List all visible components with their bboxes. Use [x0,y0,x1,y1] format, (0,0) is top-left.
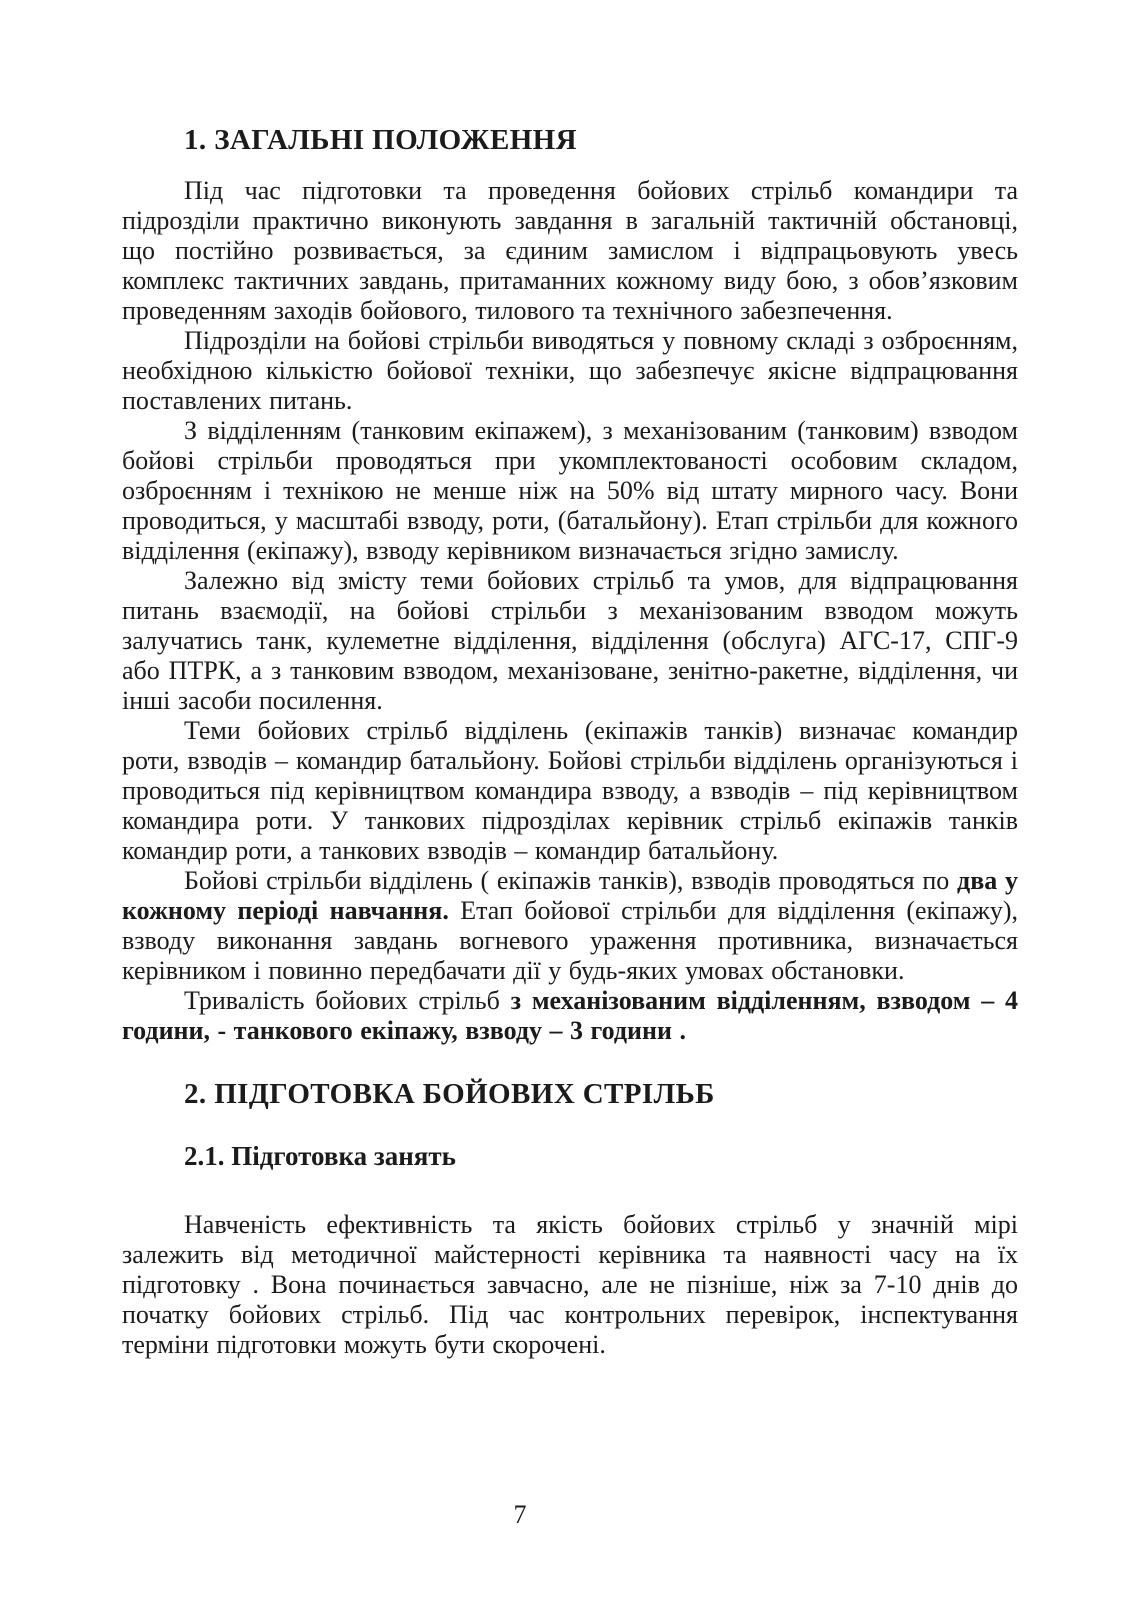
subsection-2-1-heading: 2.1. Підготовка занять [184,1141,456,1171]
paragraph [122,566,1018,716]
text-run: Тривалість бойових стрільб [184,986,511,1015]
text-run: Етап бойової стрільби для відділення (екіпажу), взводу виконання завдань вогневого ураження противника, визначається керівником і повинно передбачати дії у будь-яких умовах обстановки. [122,896,1018,985]
paragraph [122,326,1018,416]
text-run: Підрозділи на бойові стрільби виводяться у повному складі з озброєнням, необхідною кількістю бойової техніки, що забезпечує якісне відпрацювання поставлених питань. [122,326,1018,415]
section-1-heading: 1. ЗАГАЛЬНІ ПОЛОЖЕННЯ [184,124,577,156]
text-run: з механізованим відділенням, взводом – 4 години, - танкового екіпажу, взводу – 3 години . [122,986,1018,1045]
paragraph [122,1210,1018,1360]
page-content [122,124,1018,1360]
paragraph [122,866,1018,986]
page-number: 7 [513,1500,527,1529]
text-run: Під час підготовки та проведення бойових стрільб командири та підрозділи практично виконують завдання в загальній тактичній обстановці, що постійно розвивається, за єдиним замислом і відпрацьовують увесь комплекс тактичних завдань, притаманних кожному виду бою, з обов’язковим проведенням заходів бойового, тилового та технічного забезпечення. [122,176,1018,325]
paragraph [122,986,1018,1046]
text-run: Навченість ефективність та якість бойових стрільб у значній мірі залежить від методичної майстерності керівника та наявності часу на їх підготовку . Вона починається завчасно, але не пізніше, ніж за 7-10 днів до початку бойових стрільб. Під час контрольних перевірок, інспектування терміни підготовки можуть бути скорочені. [122,1210,1018,1359]
subsection-2-1-body [122,1210,1018,1360]
text-run: З відділенням (танковим екіпажем), з механізованим (танковим) взводом бойові стрільби проводяться при укомплектованості особовим складом, озброєнням і технікою не менше ніж на 50% від штату мирного часу. Вони проводиться, у масштабі взводу, роти, (батальйону). Етап стрільби для кожного відділення (екіпажу), взводу керівником визначається згідно замислу. [122,416,1018,565]
text-run: Бойові стрільби відділень ( екіпажів танків), взводів проводяться по [184,866,958,895]
section-1-body [122,176,1018,1046]
paragraph [122,716,1018,866]
paragraph [122,416,1018,566]
text-run: два у кожному періоді навчання. [122,866,1018,925]
text-run: Залежно від змісту теми бойових стрільб та умов, для відпрацювання питань взаємодії, на бойові стрільби з механізованим взводом можуть залучатись танк, кулеметне відділення, відділення (обслуга) АГС-17, СПГ-9 або ПТРК, а з танковим взводом, механізоване, зенітно-ракетне, відділення, чи інші засоби посилення. [122,566,1018,715]
text-run: Теми бойових стрільб відділень (екіпажів танків) визначає командир роти, взводів – командир батальйону. Бойові стрільби відділень організуються і проводиться під керівництвом командира взводу, а взводів – під керівництвом командира роти. У танкових підрозділах керівник стрільб екіпажів танків командир роти, а танкових взводів – командир батальйону. [122,716,1018,865]
paragraph [122,176,1018,326]
section-2-heading: 2. ПІДГОТОВКА БОЙОВИХ СТРІЛЬБ [184,1078,715,1110]
